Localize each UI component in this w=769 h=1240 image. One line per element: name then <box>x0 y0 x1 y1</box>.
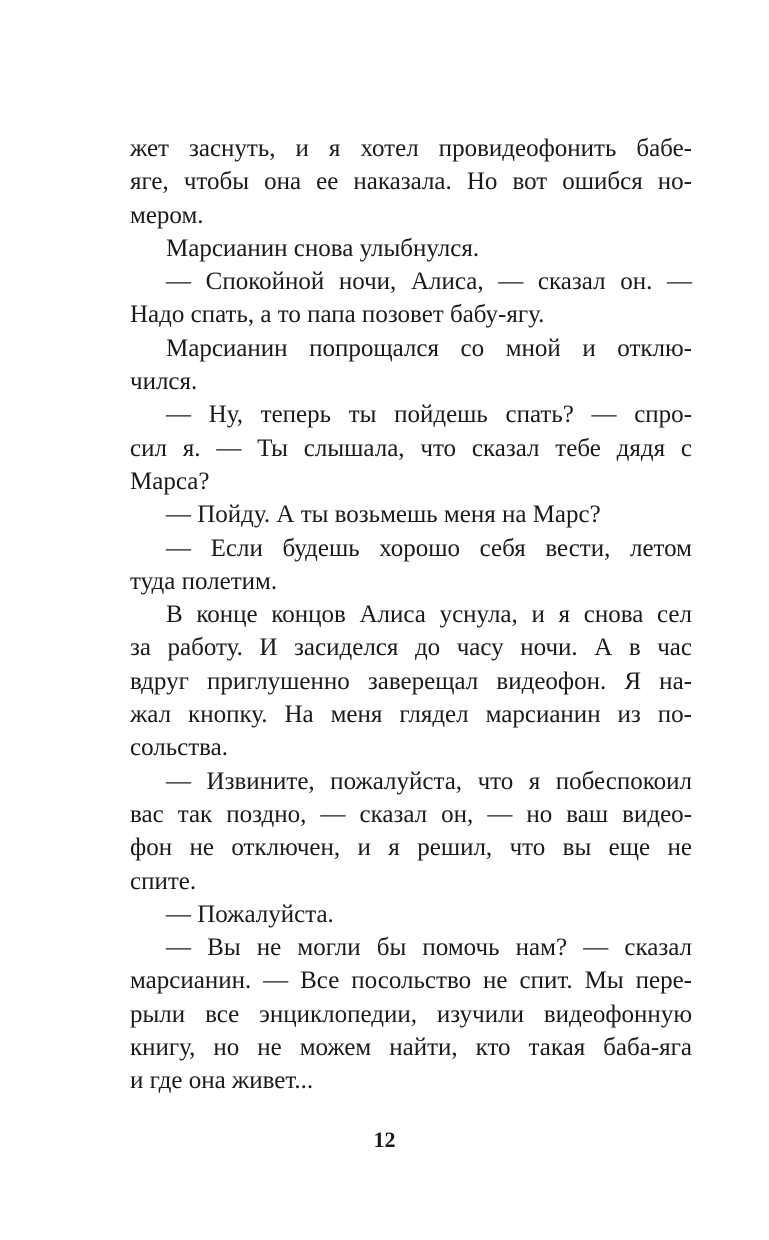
text-line: спите. <box>130 867 197 895</box>
text-line: жет заснуть, и я хотел провидеофонить бабе- <box>130 135 692 162</box>
page-number: 12 <box>373 1127 396 1152</box>
text-line: — Извините, пожалуйста, что я побеспокоил <box>166 767 692 795</box>
text-line: Надо спать, а то папа позовет бабу-ягу. <box>130 301 545 329</box>
text-line: — Вы не могли бы помочь нам? — сказал <box>166 934 692 962</box>
text-line: и где она живет... <box>130 1067 314 1095</box>
text-line: жал кнопку. На меня глядел марсианин из по- <box>130 701 692 729</box>
text-line: чился. <box>130 368 198 396</box>
text-line: — Ну, теперь ты пойдешь спать? — спро- <box>166 401 692 429</box>
text-line: яге, чтобы она ее наказала. Но вот ошибся но- <box>130 168 692 196</box>
body-text <box>130 132 692 1098</box>
text-line: мером. <box>130 201 204 229</box>
text-line: — Пожалуйста. <box>166 900 334 928</box>
text-line: Марсианин снова улыбнулся. <box>166 234 480 262</box>
text-line: Марсианин попрощался со мной и отклю- <box>166 334 692 362</box>
text-line: сил я. — Ты слышала, что сказал тебе дядя с <box>130 434 692 462</box>
text-line: — Если будешь хорошо себя вести, летом <box>166 534 692 562</box>
text-line: вас так поздно, — сказал он, — но ваш видео- <box>130 800 692 828</box>
text-line: фон не отключен, и я решил, что вы еще не <box>130 834 692 862</box>
text-line: вдруг приглушенно заверещал видеофон. Я на- <box>130 667 692 695</box>
text-line: — Спокойной ночи, Алиса, — сказал он. — <box>166 268 692 296</box>
text-line: Марса? <box>130 467 210 495</box>
text-line: за работу. И засиделся до часу ночи. А в час <box>130 634 692 662</box>
text-line: В конце концов Алиса уснула, и я снова сел <box>166 601 692 629</box>
text-line: марсианин. — Все посольство не спит. Мы пере- <box>130 967 692 995</box>
text-line: книгу, но не можем найти, кто такая баба-яга <box>130 1034 692 1062</box>
text-line: сольства. <box>130 734 228 762</box>
text-line: — Пойду. А ты возьмешь меня на Марс? <box>166 501 601 529</box>
text-line: рыли все энциклопедии, изучили видеофонную <box>130 1000 692 1028</box>
text-line: туда полетим. <box>130 567 278 595</box>
